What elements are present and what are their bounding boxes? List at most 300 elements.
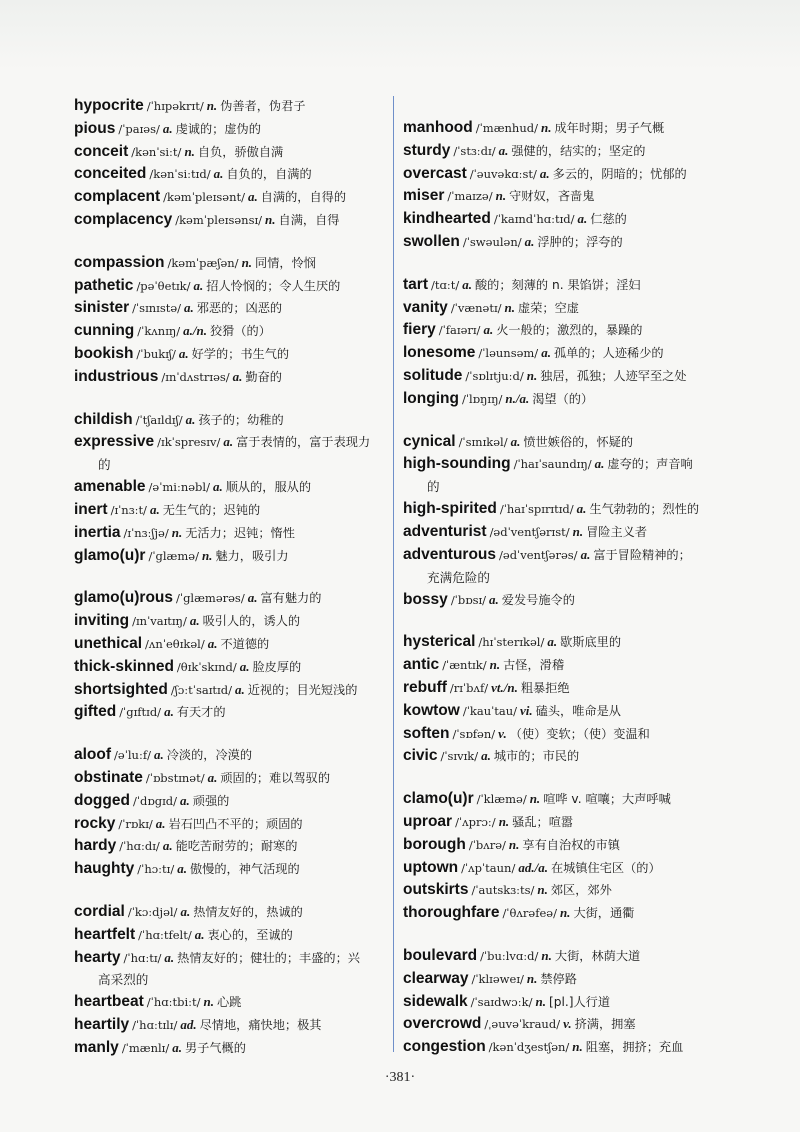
headword: boulevard <box>403 946 478 964</box>
definition: 虚荣；空虚 <box>518 300 579 315</box>
part-of-speech: a. <box>155 815 166 831</box>
part-of-speech: a. <box>178 345 189 361</box>
headword: outskirts <box>403 881 469 899</box>
dictionary-entry <box>74 1037 386 1060</box>
dictionary-entry <box>74 275 386 298</box>
dictionary-entry <box>74 366 386 389</box>
part-of-speech: a. <box>184 300 194 316</box>
headword: thick-skinned <box>74 657 174 675</box>
part-of-speech: n. <box>206 98 218 113</box>
phonetic: /ˈhaɪˈspɪrɪtɪd/ <box>499 502 574 517</box>
phonetic: /ˈlɒŋɪŋ/ <box>461 391 503 406</box>
dictionary-entry <box>74 522 386 545</box>
headword: hysterical <box>403 633 476 651</box>
dictionary-entry <box>74 813 386 836</box>
dictionary-entry <box>74 790 386 813</box>
page-number: ·381· <box>384 1070 416 1085</box>
headword: compassion <box>74 253 165 271</box>
part-of-speech: ad. <box>180 1017 197 1033</box>
part-of-speech: n. <box>572 523 584 539</box>
part-of-speech: a. <box>524 233 535 249</box>
headword: industrious <box>74 367 159 385</box>
definition: 能吃苦耐劳的；耐寒的 <box>175 839 298 854</box>
dictionary-entry <box>74 209 386 232</box>
headword: high-sounding <box>403 455 511 473</box>
dictionary-entry <box>74 431 386 476</box>
dictionary-entry <box>74 409 386 432</box>
dictionary-entry <box>403 365 723 388</box>
part-of-speech: n. <box>201 547 213 563</box>
phonetic: /ˈʌpˈtaun/ <box>461 860 516 875</box>
phonetic: /ˈsɒfən/ <box>452 726 496 741</box>
entry-group <box>74 587 386 724</box>
definition: 虚夸的；声音响 <box>607 457 693 472</box>
phonetic: /ˈgɪftɪd/ <box>119 705 162 720</box>
phonetic: /kənˈsiːtɪd/ <box>149 167 211 182</box>
definition: （使）变软；（使）变温和 <box>509 726 650 741</box>
definition: 爱发号施令的 <box>501 592 575 607</box>
part-of-speech: n. <box>526 970 538 986</box>
headword: uproar <box>403 812 453 830</box>
phonetic: /ˈpaɪəs/ <box>118 121 160 136</box>
part-of-speech: a. <box>510 433 521 449</box>
phonetic: /ˈmænlɪ/ <box>121 1040 170 1055</box>
definition: 富于表情的，富于表现力 <box>236 435 371 450</box>
dictionary-entry <box>403 991 723 1014</box>
headword: cunning <box>74 322 135 340</box>
headword: inert <box>74 500 108 518</box>
dictionary-entry <box>74 991 386 1014</box>
dictionary-entry <box>74 744 386 767</box>
dictionary-entry <box>403 834 723 857</box>
headword: soften <box>403 724 450 742</box>
phonetic: /ˈsɪnɪstə/ <box>132 301 182 316</box>
phonetic: /ˈswəulən/ <box>462 234 522 249</box>
part-of-speech: a. <box>248 189 258 205</box>
definition: 招人怜悯的；令人生厌的 <box>206 278 341 293</box>
phonetic: /ˈθʌrəfeə/ <box>502 906 557 921</box>
definition: 自负的，自满的 <box>226 167 312 182</box>
phonetic: /ɪkˈspresɪv/ <box>157 435 221 450</box>
headword: kindhearted <box>403 210 491 228</box>
definition: 岩石凹凸不平的；顽固的 <box>168 816 303 831</box>
part-of-speech: a. <box>207 635 218 651</box>
definition: 浮肿的；浮夸的 <box>537 234 623 249</box>
headword: hypocrite <box>74 97 144 114</box>
definition: 大街，林荫大道 <box>554 948 641 963</box>
phonetic: /kəmˈpæʃən/ <box>167 255 239 270</box>
part-of-speech: a. <box>539 165 550 181</box>
part-of-speech: a. <box>153 747 164 763</box>
headword: shortsighted <box>74 680 168 698</box>
part-of-speech: n. <box>559 905 571 921</box>
headword: manhood <box>403 119 473 136</box>
dictionary-entry <box>403 945 723 968</box>
headword: overcast <box>403 164 467 182</box>
definition: 自满，自得 <box>278 212 340 227</box>
headword: amenable <box>74 478 146 496</box>
headword: inviting <box>74 612 130 630</box>
definition: 多云的，阴暗的；忧郁的 <box>552 166 687 181</box>
definition: 骚乱；喧嚣 <box>512 814 574 829</box>
definition-continuation: 高采烈的 <box>98 972 149 988</box>
phonetic: /ˈæntɪk/ <box>442 658 487 673</box>
part-of-speech: a. <box>234 681 245 697</box>
part-of-speech: a. <box>576 501 587 517</box>
dictionary-entry <box>74 252 386 275</box>
part-of-speech: a. <box>594 456 605 472</box>
dictionary-entry <box>74 95 386 118</box>
definition: 热情友好的；健壮的；丰盛的；兴 <box>177 950 360 965</box>
dictionary-entry <box>74 118 386 141</box>
headword: unethical <box>74 634 143 652</box>
headword: clamo(u)r <box>403 790 474 808</box>
headword: manly <box>74 1038 119 1056</box>
phonetic: /ˈləunsəm/ <box>478 346 539 361</box>
phonetic: /ˈstɜːdɪ/ <box>453 143 496 158</box>
phonetic: /ɪˈnɜːt/ <box>110 502 147 517</box>
headword: heartily <box>74 1016 130 1034</box>
definition: 富有魅力的 <box>260 591 322 606</box>
definition: 勤奋的 <box>245 369 282 384</box>
phonetic: /ˈtʃaɪldɪʃ/ <box>135 412 183 427</box>
definition: 挤满，拥塞 <box>574 1017 636 1032</box>
definition: 脸皮厚的 <box>252 659 302 674</box>
definition: 阻塞，拥挤；充血 <box>585 1040 684 1055</box>
part-of-speech: a. <box>212 479 223 495</box>
headword: complacency <box>74 210 173 228</box>
part-of-speech: a. <box>189 613 200 629</box>
definition: 守财奴，吝啬鬼 <box>509 189 595 204</box>
definition: 邪恶的；凶恶的 <box>196 301 283 316</box>
headword: congestion <box>403 1038 486 1056</box>
part-of-speech: vt./n. <box>491 679 518 695</box>
definition: 在城镇住宅区（的） <box>550 860 661 875</box>
phonetic: /ˈmaɪzə/ <box>447 189 493 204</box>
dictionary-entry <box>74 656 386 679</box>
definition: 不道德的 <box>220 636 270 651</box>
part-of-speech: a. <box>247 590 258 606</box>
dictionary-entry <box>74 701 386 724</box>
part-of-speech: a. <box>498 142 509 158</box>
part-of-speech: n./a. <box>505 390 530 406</box>
headword: antic <box>403 656 440 674</box>
part-of-speech: a. <box>239 658 250 674</box>
headword: obstinate <box>74 768 143 786</box>
dictionary-entry <box>403 1013 723 1036</box>
headword: hearty <box>74 948 121 966</box>
part-of-speech: a. <box>580 546 591 562</box>
phonetic: /ˈkaɪndˈhɑːtɪd/ <box>493 212 575 227</box>
part-of-speech: n. <box>572 1039 583 1055</box>
dictionary-entry <box>403 745 723 768</box>
phonetic: /ˈhaɪˈsaundɪŋ/ <box>513 457 592 472</box>
phonetic: /ˈsaɪdwɔːk/ <box>470 994 533 1009</box>
phonetic: /kəmˈpleɪsənt/ <box>163 190 245 205</box>
phonetic: /ˈglæmə/ <box>148 548 199 563</box>
part-of-speech: a. <box>541 345 551 361</box>
definition: 古怪，滑稽 <box>503 658 565 673</box>
dictionary-entry <box>74 476 386 499</box>
headword: dogged <box>74 791 130 809</box>
headword: rocky <box>74 814 116 832</box>
phonetic: /ˈʌprɔː/ <box>455 814 496 829</box>
phonetic: /ˈdɒgɪd/ <box>132 793 178 808</box>
definition: 同情，怜悯 <box>255 255 316 270</box>
phonetic: /ˈglæmərəs/ <box>176 591 245 606</box>
headword: uptown <box>403 858 459 876</box>
phonetic: /ˌəuvəˈkraud/ <box>484 1017 561 1032</box>
dictionary-entry <box>74 587 386 610</box>
dictionary-entry <box>403 498 723 521</box>
phonetic: /ˈɒbstɪnət/ <box>145 770 205 785</box>
headword: cynical <box>403 432 456 450</box>
phonetic: /kəmˈpleɪsənsɪ/ <box>175 212 263 227</box>
headword: longing <box>403 389 459 407</box>
dictionary-entry <box>403 297 723 320</box>
definition: 傲慢的，神气活现的 <box>189 862 300 877</box>
dictionary-entry <box>74 545 386 568</box>
part-of-speech: a./n. <box>183 323 207 339</box>
phonetic: /rɪˈbʌf/ <box>449 680 489 695</box>
dictionary-entry <box>403 631 723 654</box>
part-of-speech: n. <box>529 791 541 807</box>
dictionary-entry <box>74 858 386 881</box>
definition-continuation: 充满危险的 <box>427 569 490 585</box>
definition: 磕头，唯命是从 <box>535 703 621 718</box>
part-of-speech: a. <box>164 949 175 965</box>
part-of-speech: n. <box>526 367 538 383</box>
phonetic: /ˈbuːlvɑːd/ <box>480 948 539 963</box>
definition: 享有自治权的市镇 <box>522 837 620 852</box>
definition: 大街，通衢 <box>573 906 635 921</box>
definition: 喧哗 v. 喧嚷；大声呼喊 <box>543 792 671 807</box>
definition: 强健的，结实的；坚定的 <box>511 143 646 158</box>
entry-group <box>403 945 723 1059</box>
headword: sinister <box>74 299 130 317</box>
part-of-speech: a. <box>194 926 205 942</box>
dictionary-entry <box>403 140 723 163</box>
headword: swollen <box>403 232 460 250</box>
definition: 热情友好的，热诚的 <box>193 904 303 919</box>
phonetic: /ˈrɒkɪ/ <box>118 816 153 831</box>
headword: miser <box>403 187 445 205</box>
phonetic: /ədˈventʃərɪst/ <box>489 524 570 539</box>
dictionary-entry <box>403 521 723 544</box>
dictionary-entry <box>403 274 723 297</box>
dictionary-entry <box>403 879 723 902</box>
phonetic: /ˈklæmə/ <box>476 792 527 807</box>
definition: 火一般的；激烈的，暴躁的 <box>496 323 643 338</box>
definition: [pl.]人行道 <box>548 994 611 1009</box>
definition: 孤单的；人迹稀少的 <box>553 346 664 361</box>
part-of-speech: a. <box>185 411 196 427</box>
entry-group <box>403 788 723 925</box>
definition: 心跳 <box>216 995 242 1010</box>
dictionary-entry <box>403 677 723 700</box>
dictionary-entry <box>74 835 386 858</box>
dictionary-entry <box>403 654 723 677</box>
dictionary-entry <box>403 117 723 140</box>
definition: 独居，孤独；人迹罕至之处 <box>540 368 687 383</box>
dictionary-entry <box>403 968 723 991</box>
definition: 衷心的，至诚的 <box>207 927 293 942</box>
dictionary-entry <box>403 208 723 231</box>
entry-group <box>403 274 723 411</box>
left-column <box>74 95 386 1080</box>
headword: haughty <box>74 860 135 878</box>
dictionary-entry <box>74 499 386 522</box>
definition: 富于冒险精神的； <box>593 547 691 562</box>
definition: 无活力；迟钝；惰性 <box>185 525 295 540</box>
dictionary-entry <box>403 342 723 365</box>
headword: thoroughfare <box>403 904 500 922</box>
part-of-speech: v. <box>498 725 507 741</box>
headword: rebuff <box>403 678 447 696</box>
headword: sidewalk <box>403 992 468 1010</box>
part-of-speech: n. <box>495 188 507 204</box>
page-top-shading <box>0 0 800 70</box>
phonetic: /ʌnˈeθɪkəl/ <box>145 636 205 651</box>
entry-group <box>74 252 386 389</box>
definition: 魅力，吸引力 <box>215 548 289 563</box>
definition: 伪善者，伪君子 <box>220 99 306 113</box>
headword: cordial <box>74 902 125 920</box>
dictionary-entry <box>403 431 723 454</box>
part-of-speech: a. <box>162 120 173 136</box>
entry-group <box>74 95 386 232</box>
dictionary-entry <box>74 901 386 924</box>
dictionary-entry <box>74 679 386 702</box>
dictionary-entry <box>74 297 386 320</box>
dictionary-entry <box>74 163 386 186</box>
headword: pathetic <box>74 276 134 294</box>
dictionary-entry <box>74 1014 386 1037</box>
headword: adventurous <box>403 545 497 563</box>
definition-continuation: 的 <box>98 457 111 473</box>
definition: 虔诚的；虚伪的 <box>175 121 261 136</box>
phonetic: /ˈkɔːdjəl/ <box>127 904 178 919</box>
definition: 成年时期；男子气概 <box>554 121 665 135</box>
headword: sturdy <box>403 141 451 159</box>
definition: 狡猾（的） <box>210 324 271 339</box>
part-of-speech: n. <box>498 813 510 829</box>
definition: 仁慈的 <box>590 212 627 227</box>
phonetic: /ˈklɪəweɪ/ <box>471 971 524 986</box>
headword: aloof <box>74 746 112 764</box>
dictionary-entry <box>403 453 723 498</box>
phonetic: /ˈhɑːtɪlɪ/ <box>132 1018 178 1033</box>
phonetic: /hɪˈsterɪkəl/ <box>478 635 545 650</box>
part-of-speech: a. <box>232 368 243 384</box>
phonetic: /ˈsɪvɪk/ <box>440 749 479 764</box>
definition: 渴望（的） <box>532 391 594 406</box>
column-divider <box>393 96 394 1052</box>
phonetic: /ˈbʌrə/ <box>468 837 506 852</box>
dictionary-entry <box>403 811 723 834</box>
definition: 郊区，郊外 <box>550 883 612 898</box>
entry-group <box>74 744 386 881</box>
definition: 粗暴拒绝 <box>520 680 570 695</box>
headword: expressive <box>74 433 155 451</box>
definition: 冒险主义者 <box>586 524 648 539</box>
phonetic: /ɪˈnɜːʃjə/ <box>123 525 169 540</box>
dictionary-entry <box>403 788 723 811</box>
part-of-speech: n. <box>489 657 501 673</box>
headword: hardy <box>74 837 117 855</box>
dictionary-entry <box>74 610 386 633</box>
dictionary-entry <box>74 947 386 992</box>
dictionary-entry <box>403 231 723 254</box>
phonetic: /ˈkauˈtau/ <box>462 703 518 718</box>
phonetic: /ˈhɔːtɪ/ <box>137 862 175 877</box>
phonetic: /ˈbukɪʃ/ <box>136 346 176 361</box>
headword: tart <box>403 275 428 293</box>
part-of-speech: n. <box>504 299 516 315</box>
dictionary-entry <box>74 924 386 947</box>
phonetic: /ˈhɑːtfelt/ <box>138 927 192 942</box>
part-of-speech: n. <box>508 836 520 852</box>
phonetic: /θɪkˈskɪnd/ <box>176 659 237 674</box>
part-of-speech: a. <box>462 276 472 292</box>
headword: clearway <box>403 969 469 987</box>
part-of-speech: n. <box>171 524 183 540</box>
headword: pious <box>74 119 116 137</box>
definition: 生气勃勃的；烈性的 <box>589 502 700 517</box>
dictionary-entry <box>403 388 723 411</box>
dictionary-entry <box>403 902 723 925</box>
phonetic: /ˈsɒlɪtjuːd/ <box>465 368 524 383</box>
phonetic: /əˈluːf/ <box>114 748 151 763</box>
phonetic: /ʃɔːtˈsaɪtɪd/ <box>170 682 232 697</box>
part-of-speech: vi. <box>520 702 533 718</box>
definition-continuation: 的 <box>427 479 440 495</box>
phonetic: /ɪnˈdʌstrɪəs/ <box>161 369 230 384</box>
entry-group <box>403 117 723 254</box>
part-of-speech: a. <box>481 748 491 764</box>
part-of-speech: a. <box>172 1039 182 1055</box>
part-of-speech: a. <box>193 277 204 293</box>
part-of-speech: a. <box>547 634 558 650</box>
headword: borough <box>403 835 466 853</box>
entry-group <box>74 901 386 1060</box>
part-of-speech: n. <box>203 994 214 1010</box>
definition: 有天才的 <box>176 705 226 720</box>
phonetic: /ˈəuvəkɑːst/ <box>469 166 537 181</box>
part-of-speech: n. <box>265 211 276 227</box>
headword: civic <box>403 747 438 765</box>
phonetic: /kənˈdʒestʃən/ <box>488 1040 570 1055</box>
dictionary-entry <box>403 857 723 880</box>
headword: inertia <box>74 523 121 541</box>
headword: high-spirited <box>403 500 497 518</box>
headword: childish <box>74 410 133 428</box>
part-of-speech: a. <box>489 591 499 607</box>
definition: 无生气的；迟钝的 <box>162 502 261 517</box>
headword: glamo(u)rous <box>74 589 174 607</box>
headword: bossy <box>403 590 448 608</box>
part-of-speech: a. <box>180 792 190 808</box>
entry-group <box>403 431 723 612</box>
headword: vanity <box>403 298 448 316</box>
definition: 顽固的；难以驾驭的 <box>220 770 331 785</box>
entry-group <box>403 631 723 768</box>
phonetic: /tɑːt/ <box>430 277 460 292</box>
dictionary-entry <box>403 589 723 612</box>
phonetic: /ˈsɪnɪkəl/ <box>458 434 508 449</box>
phonetic: /ˈvænətɪ/ <box>450 300 502 315</box>
part-of-speech: a. <box>149 501 160 517</box>
